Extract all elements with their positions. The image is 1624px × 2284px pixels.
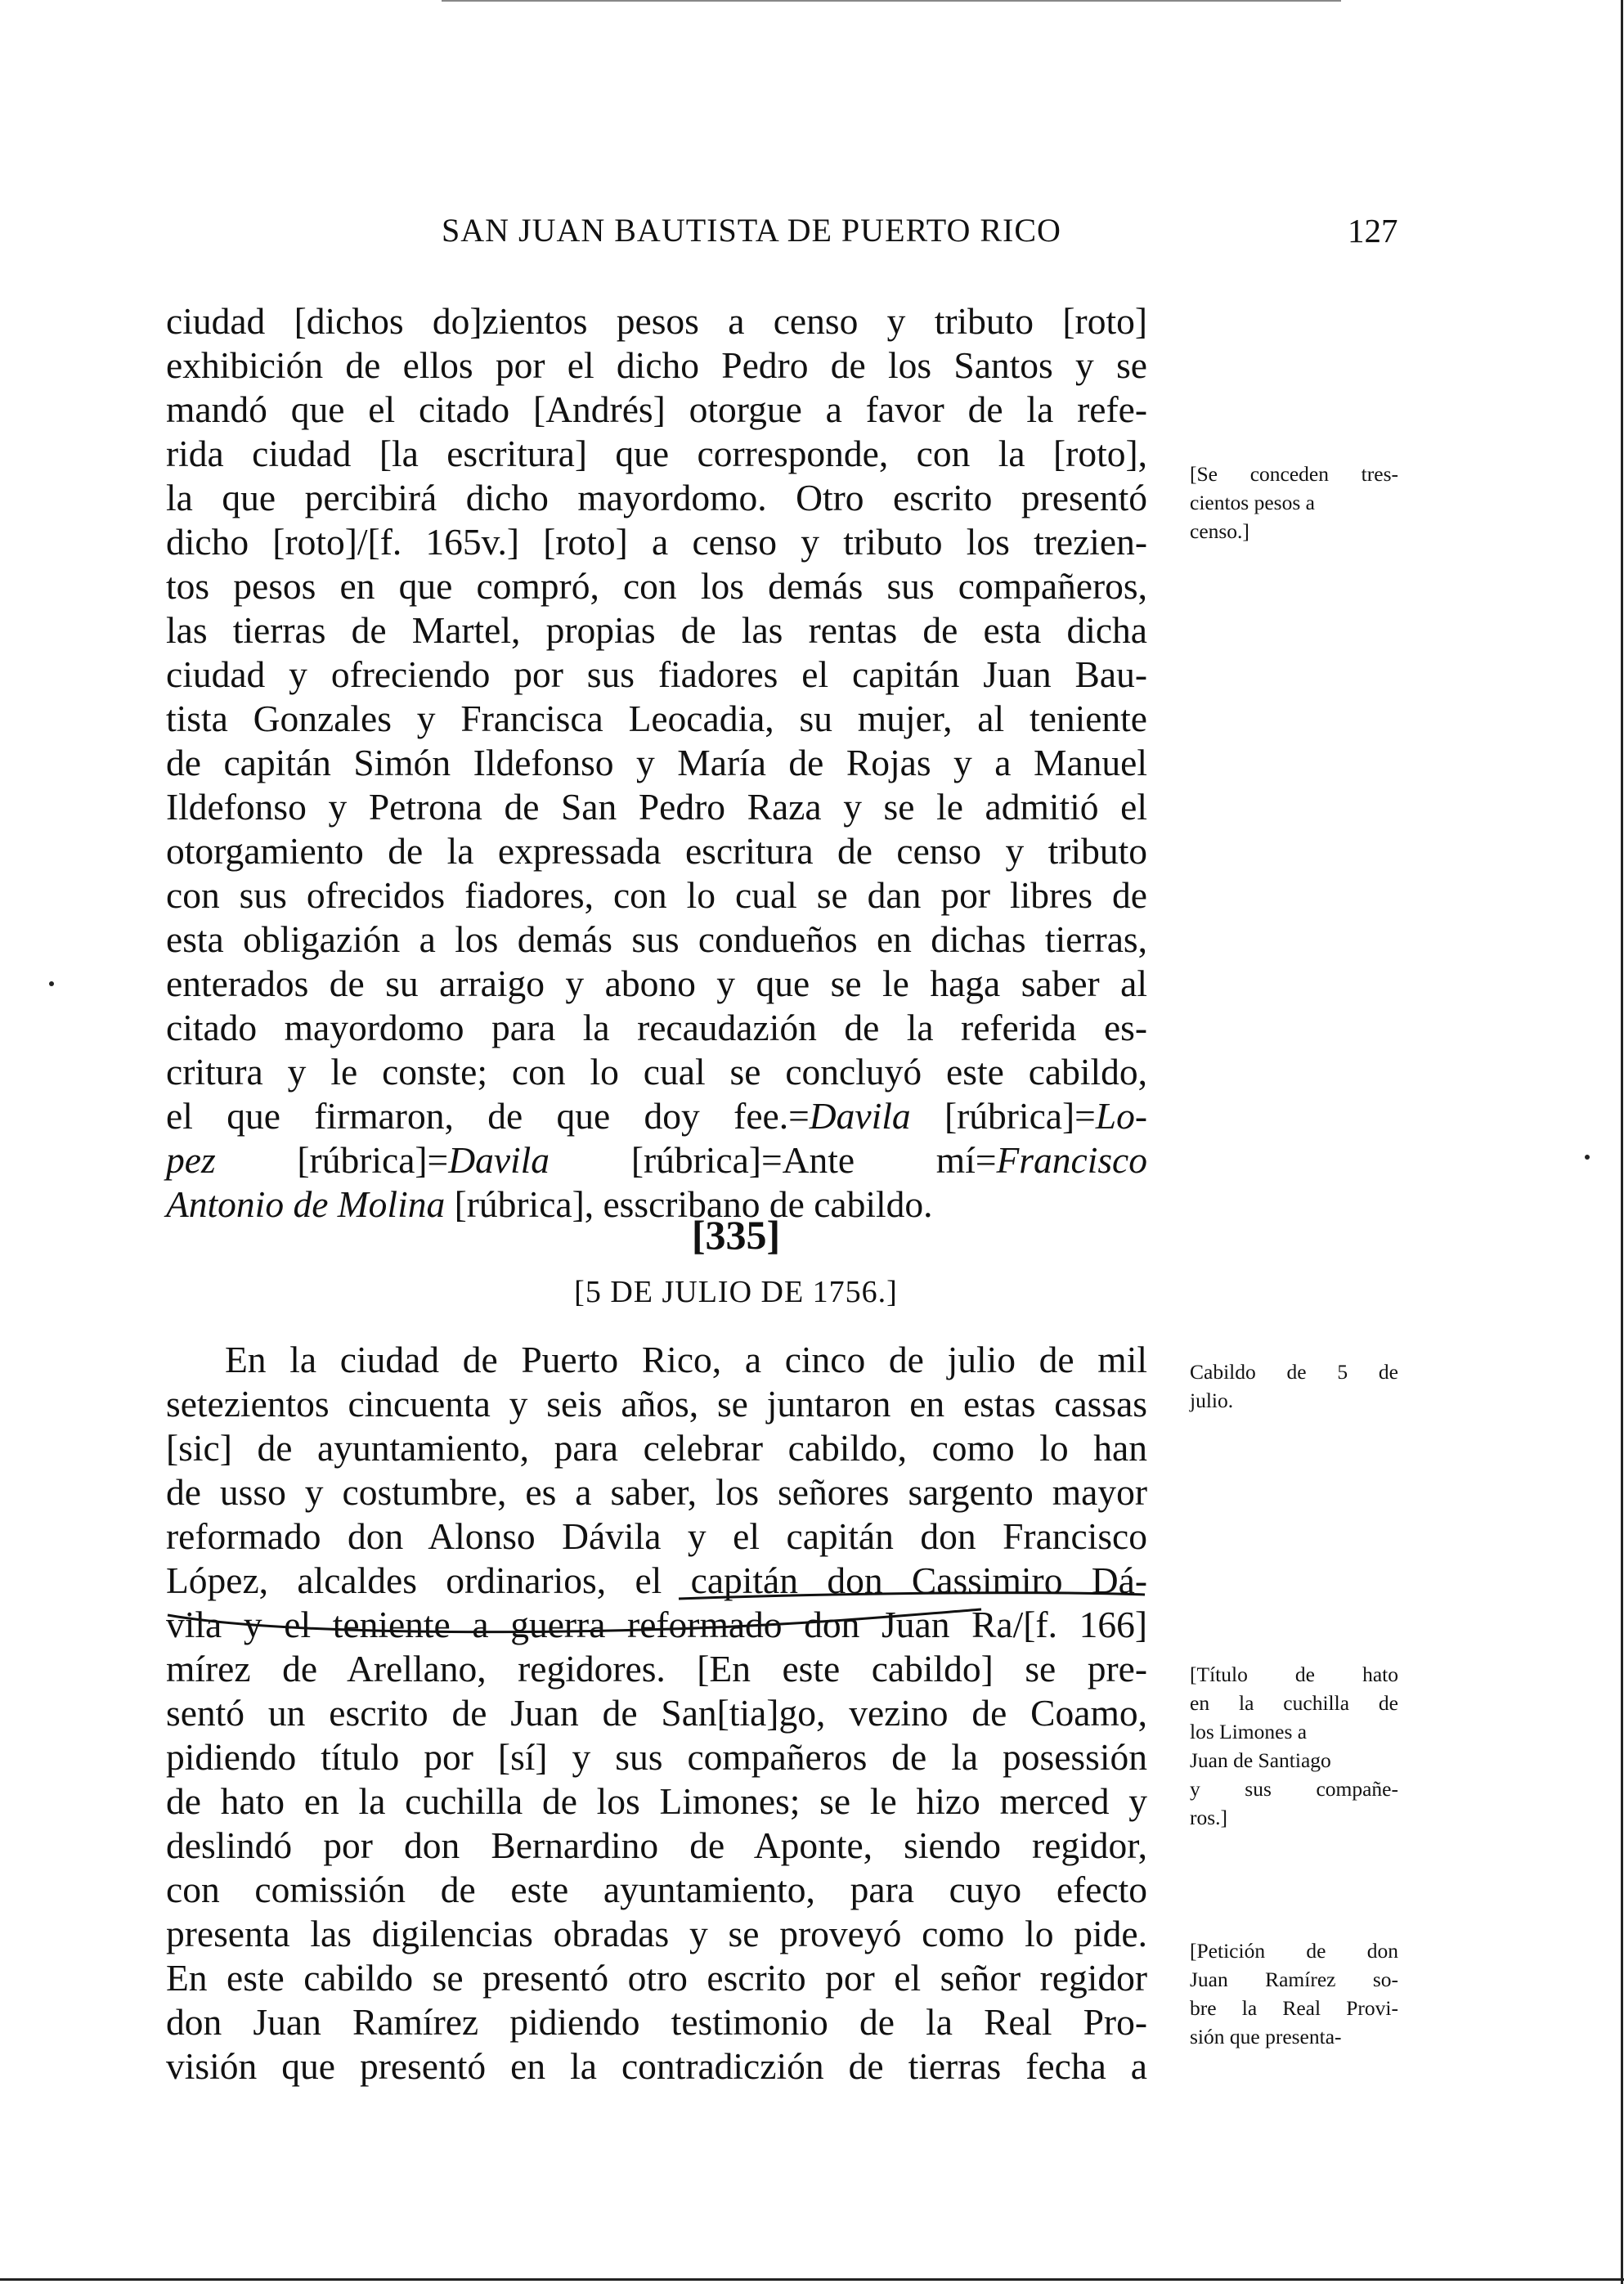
margin-note-line: julio. bbox=[1190, 1389, 1234, 1412]
document-date: [5 DE JULIO DE 1756.] bbox=[574, 1275, 898, 1309]
text-line: con sus ofrecidos fiadores, con lo cual se dan por libres de bbox=[166, 874, 1147, 916]
text-line: rida ciudad [la escritura] que corresponde, con la [roto], bbox=[166, 433, 1147, 474]
text-line: deslindó por don Bernardino de Aponte, siendo regidor, bbox=[166, 1824, 1147, 1866]
running-head: SAN JUAN BAUTISTA DE PUERTO RICO bbox=[442, 212, 1061, 249]
text-line: con comissión de este ayuntamiento, para cuyo efecto bbox=[166, 1869, 1147, 1910]
text-line: ciudad [dichos do]zientos pesos a censo y tributo [roto] bbox=[166, 300, 1147, 342]
text-line: En este cabildo se presentó otro escrito por el señor regidor bbox=[166, 1957, 1147, 1999]
text-line: [sic] de ayuntamiento, para celebrar cabildo, como lo han bbox=[166, 1427, 1147, 1469]
text-line: setezientos cincuenta y seis años, se juntaron en estas cassas bbox=[166, 1383, 1147, 1425]
text-line: esta obligazión a los demás sus condueños en dichas tierras, bbox=[166, 918, 1147, 960]
text-line: de usso y costumbre, es a saber, los señores sargento mayor bbox=[166, 1471, 1147, 1513]
text-line: reformado don Alonso Dávila y el capitán don Francisco bbox=[166, 1515, 1147, 1557]
text-line: En la ciudad de Puerto Rico, a cinco de julio de mil bbox=[225, 1339, 1147, 1380]
text-line: las tierras de Martel, propias de las rentas de esta dicha bbox=[166, 609, 1147, 651]
margin-note-line: en la cuchilla de bbox=[1190, 1691, 1398, 1715]
margin-note-line: [Título de hato bbox=[1190, 1663, 1398, 1686]
text-line: presenta las digilencias obradas y se proveyó como lo pide. bbox=[166, 1913, 1147, 1954]
margin-note-line: [Se conceden tres- bbox=[1190, 462, 1398, 486]
margin-note-line: [Petición de don bbox=[1190, 1939, 1398, 1963]
margin-note-line: cientos pesos a bbox=[1190, 491, 1315, 514]
document-number: [335] bbox=[691, 1212, 781, 1258]
text-line: López, alcaldes ordinarios, el capitán don Cassimiro Dá- bbox=[166, 1559, 1147, 1601]
text-line: otorgamiento de la expressada escritura de censo y tributo bbox=[166, 830, 1147, 872]
text-line: exhibición de ellos por el dicho Pedro de los Santos y se bbox=[166, 344, 1147, 386]
margin-note-line: bre la Real Provi- bbox=[1190, 1996, 1398, 2020]
margin-note-line: Cabildo de 5 de bbox=[1190, 1360, 1398, 1384]
text-line: de hato en la cuchilla de los Limones; se le hizo merced y bbox=[166, 1780, 1147, 1822]
text-line: tista Gonzales y Francisca Leocadia, su mujer, al teniente bbox=[166, 698, 1147, 739]
margin-note-line: los Limones a bbox=[1190, 1720, 1308, 1743]
margin-note-line: y sus compañe- bbox=[1190, 1777, 1398, 1801]
margin-note-line: sión que presenta- bbox=[1190, 2025, 1342, 2048]
margin-note-line: ros.] bbox=[1190, 1806, 1228, 1829]
text-line: sentó un escrito de Juan de San[tia]go, vezino de Coamo, bbox=[166, 1692, 1147, 1734]
text-line: la que percibirá dicho mayordomo. Otro escrito presentó bbox=[166, 477, 1147, 518]
text-line: critura y le conste; con lo cual se concluyó este cabildo, bbox=[166, 1051, 1147, 1093]
text-line: vila y el teniente a guerra reformado don Juan Ra/[f. 166] bbox=[166, 1604, 1147, 1645]
text-line: dicho [roto]/[f. 165v.] [roto] a censo y tributo los trezien- bbox=[166, 521, 1147, 563]
margin-note-line: Juan de Santiago bbox=[1190, 1748, 1331, 1772]
text-line: Antonio de Molina [rúbrica], esscribano de cabildo. bbox=[166, 1183, 933, 1225]
text-line: pez [rúbrica]=Davila [rúbrica]=Ante mí=Francisco bbox=[166, 1139, 1147, 1181]
text-line: de capitán Simón Ildefonso y María de Rojas y a Manuel bbox=[166, 742, 1147, 783]
margin-note-line: censo.] bbox=[1190, 519, 1249, 543]
text-line: el que firmaron, de que doy fee.=Davila [rúbrica]=Lo- bbox=[166, 1095, 1147, 1137]
margin-note-line: Juan Ramírez so- bbox=[1190, 1968, 1398, 1991]
text-line: citado mayordomo para la recaudazión de la referida es- bbox=[166, 1007, 1147, 1048]
text-line: tos pesos en que compró, con los demás sus compañeros, bbox=[166, 565, 1147, 607]
text-line: visión que presentó en la contradiczión de tierras fecha a bbox=[166, 2045, 1147, 2087]
text-line: mírez de Arellano, regidores. [En este cabildo] se pre- bbox=[166, 1648, 1147, 1689]
text-line: don Juan Ramírez pidiendo testimonio de la Real Pro- bbox=[166, 2001, 1147, 2043]
text-line: enterados de su arraigo y abono y que se le haga saber al bbox=[166, 963, 1147, 1004]
text-line: Ildefonso y Petrona de San Pedro Raza y se le admitió el bbox=[166, 786, 1147, 828]
text-line: pidiendo título por [sí] y sus compañeros de la posessión bbox=[166, 1736, 1147, 1778]
page-number: 127 bbox=[1348, 212, 1398, 249]
text-line: ciudad y ofreciendo por sus fiadores el capitán Juan Bau- bbox=[166, 653, 1147, 695]
text-line: mandó que el citado [Andrés] otorgue a favor de la refe- bbox=[166, 388, 1147, 430]
